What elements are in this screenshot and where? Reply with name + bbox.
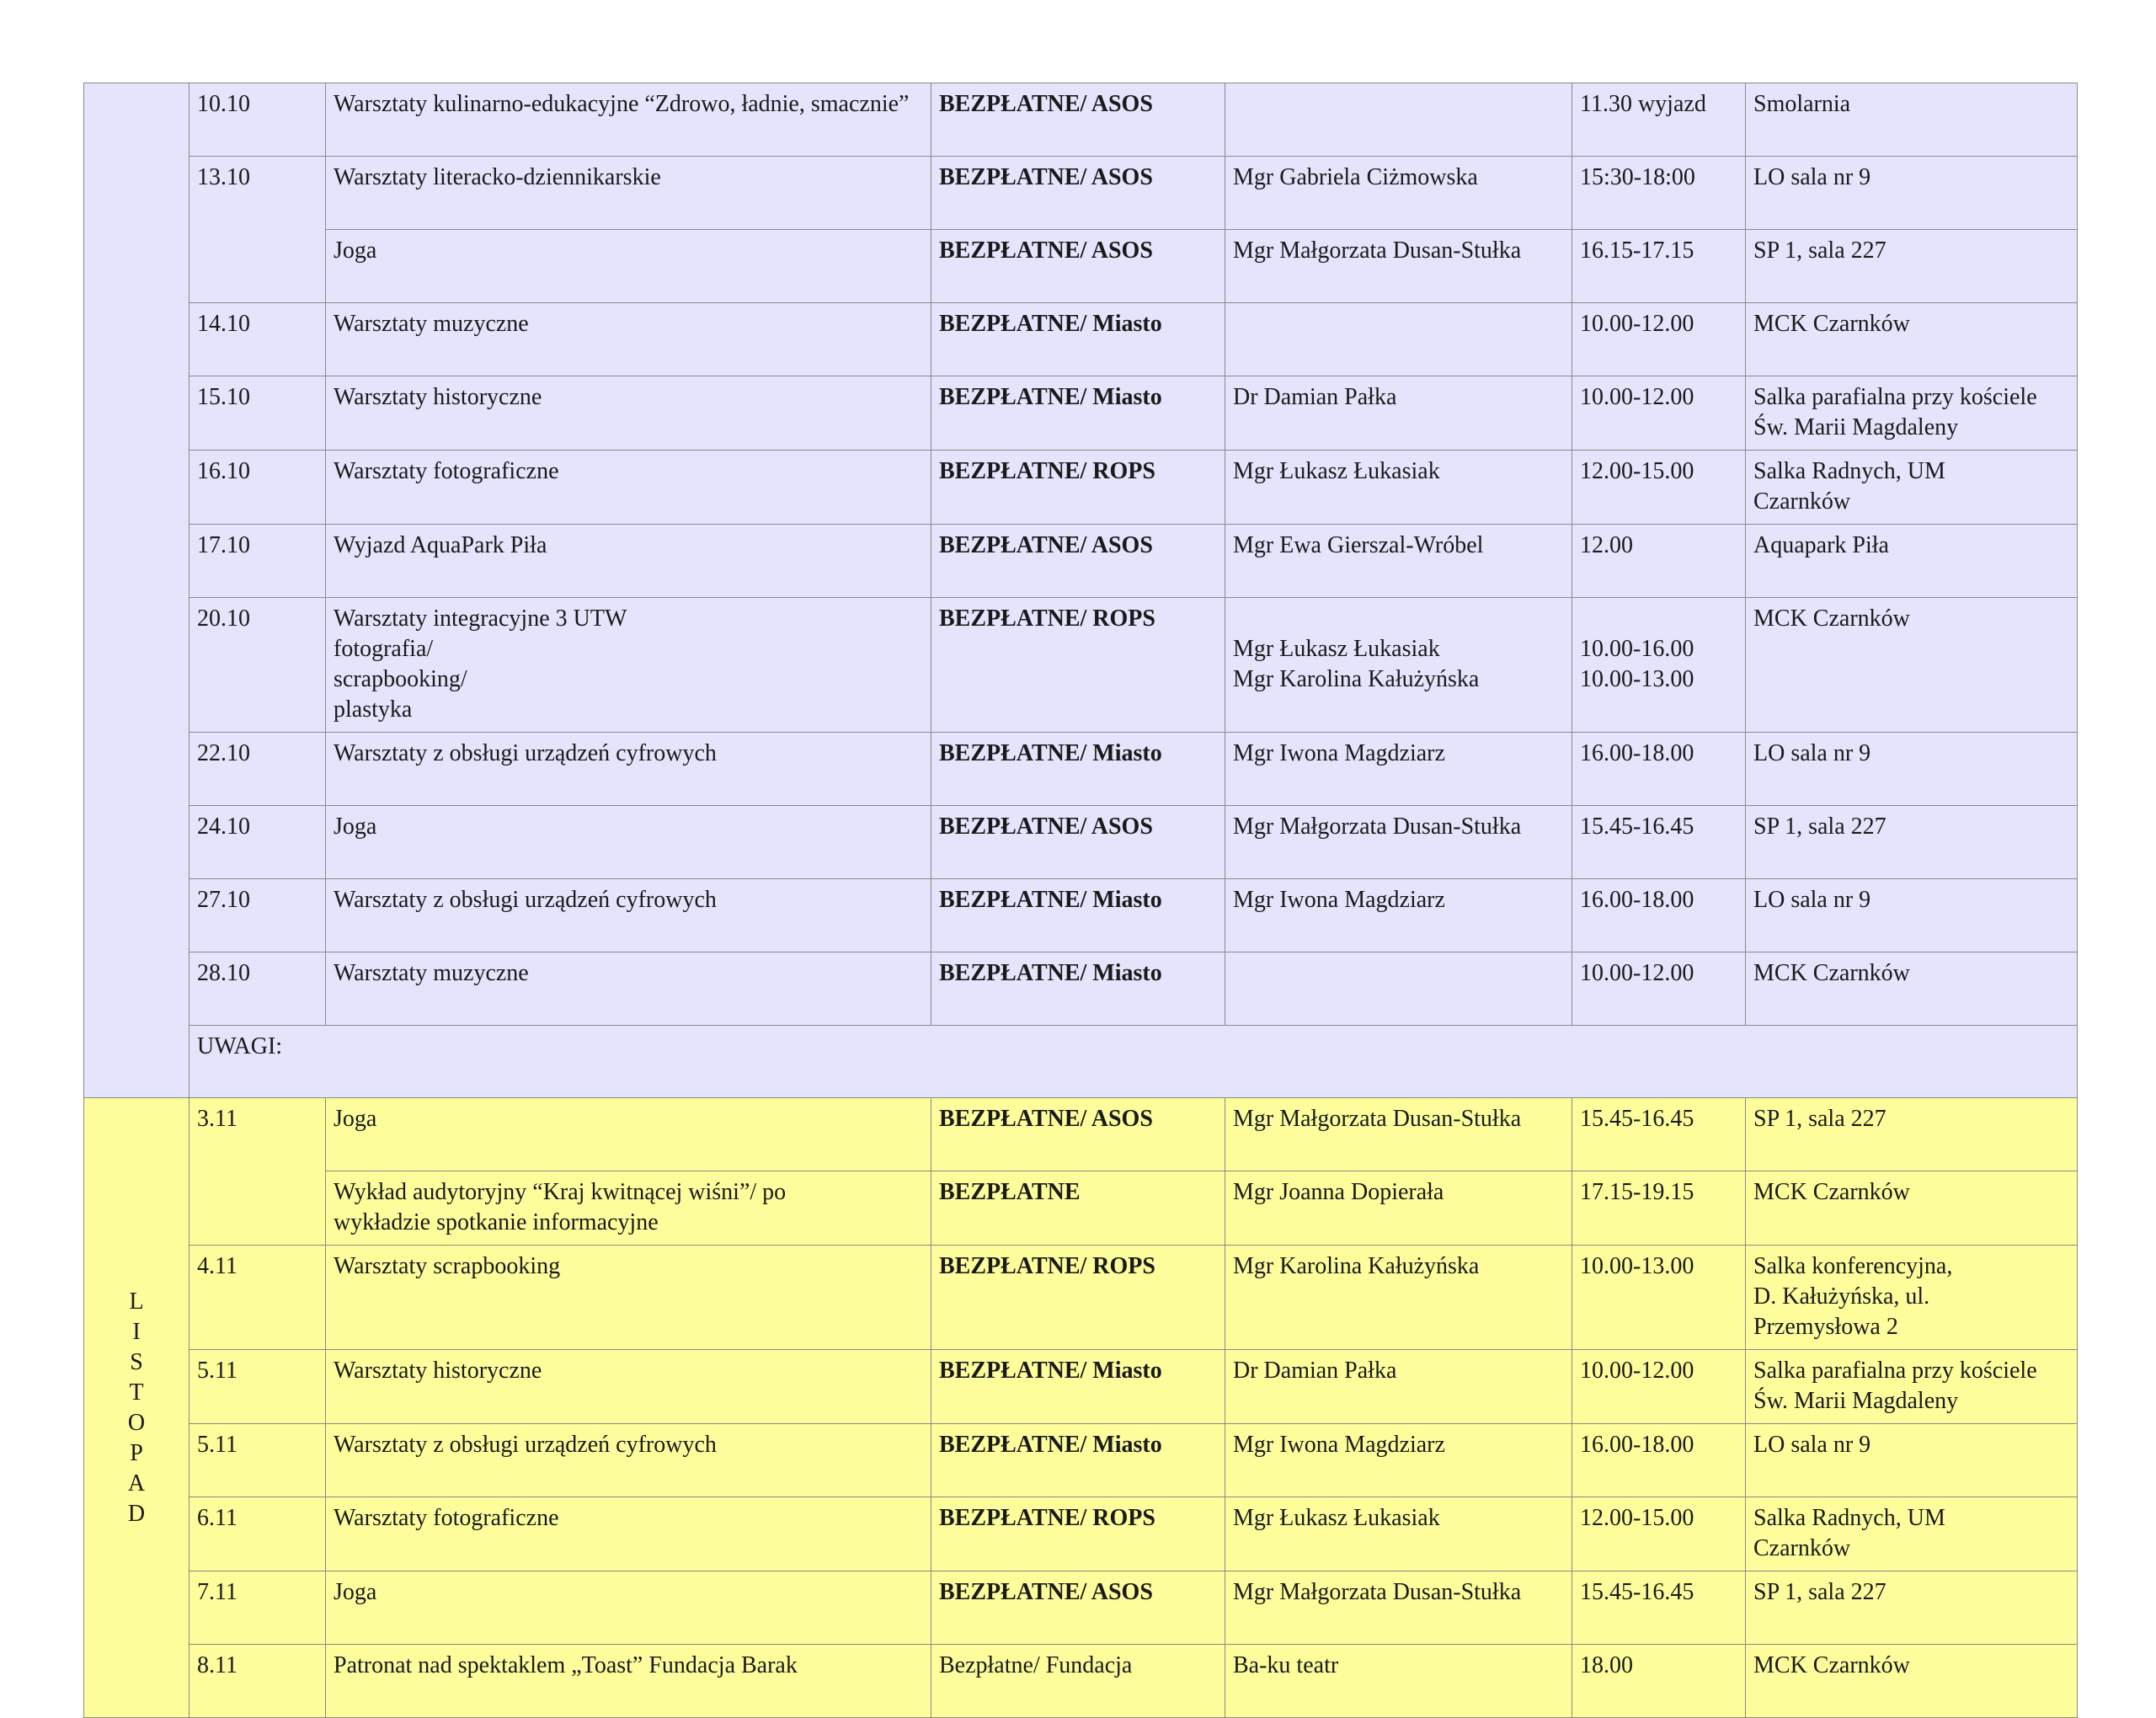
instructor-cell: Mgr Iwona Magdziarz [1225, 733, 1572, 806]
notes-row [84, 1026, 2078, 1098]
event-cell: Warsztaty scrapbooking [326, 1246, 931, 1350]
time-cell: 10.00-12.00 [1572, 303, 1746, 376]
fee-cell: BEZPŁATNE/ Miasto [931, 733, 1225, 806]
event-cell: Warsztaty historyczne [326, 1350, 931, 1424]
time-cell: 16.00-18.00 [1572, 733, 1746, 806]
date-cell: 3.11 [189, 1098, 326, 1246]
date-cell: 27.10 [189, 879, 326, 952]
time-cell: 10.00-12.00 [1572, 1350, 1746, 1424]
event-cell: Joga [326, 230, 931, 303]
schedule-row [84, 733, 2078, 806]
event-cell: Warsztaty z obsługi urządzeń cyfrowych [326, 879, 931, 952]
time-cell: 15.45-16.45 [1572, 806, 1746, 879]
month-label [128, 1287, 145, 1529]
schedule-row [84, 376, 2078, 451]
event-cell: Warsztaty muzyczne [326, 303, 931, 376]
place-cell: Salka parafialna przy kościele Św. Marii Magdaleny [1746, 376, 2078, 451]
time-cell: 15.45-16.45 [1572, 1571, 1746, 1645]
date-cell: 22.10 [189, 733, 326, 806]
date-cell: 5.11 [189, 1424, 326, 1497]
schedule-row [84, 598, 2078, 733]
instructor-cell: Mgr Łukasz Łukasiak [1225, 451, 1572, 525]
date-cell: 10.10 [189, 83, 326, 157]
instructor-cell: Mgr Karolina Kałużyńska [1225, 1246, 1572, 1350]
fee-cell: BEZPŁATNE/ ROPS [931, 598, 1225, 733]
event-cell: Warsztaty fotograficzne [326, 1497, 931, 1571]
place-cell: MCK Czarnków [1746, 598, 2078, 733]
time-cell: 16.15-17.15 [1572, 230, 1746, 303]
place-cell: Salka Radnych, UM Czarnków [1746, 451, 2078, 525]
instructor-cell: Mgr Iwona Magdziarz [1225, 1424, 1572, 1497]
fee-cell: BEZPŁATNE/ ROPS [931, 1246, 1225, 1350]
time-cell: 15:30-18:00 [1572, 157, 1746, 230]
event-cell: Wykład audytoryjny “Kraj kwitnącej wiśni”/ po wykładzie spotkanie informacyjne [326, 1171, 931, 1246]
fee-cell: BEZPŁATNE/ ASOS [931, 230, 1225, 303]
instructor-cell: Mgr Ewa Gierszal-Wróbel [1225, 525, 1572, 598]
schedule-row [84, 1098, 2078, 1171]
place-cell: MCK Czarnków [1746, 952, 2078, 1026]
event-cell: Warsztaty z obsługi urządzeń cyfrowych [326, 1424, 931, 1497]
month-letter: T [129, 1379, 144, 1406]
date-cell: 13.10 [189, 157, 326, 303]
time-cell: 15.45-16.45 [1572, 1098, 1746, 1171]
schedule-row [84, 83, 2078, 157]
instructor-cell [1225, 83, 1572, 157]
time-cell: 10.00-16.00 10.00-13.00 [1572, 598, 1746, 733]
date-cell: 8.11 [189, 1645, 326, 1718]
fee-cell: BEZPŁATNE/ Miasto [931, 879, 1225, 952]
fee-cell: BEZPŁATNE [931, 1171, 1225, 1246]
event-cell: Joga [326, 806, 931, 879]
month-letter: P [130, 1439, 143, 1466]
place-cell: MCK Czarnków [1746, 1171, 2078, 1246]
time-cell: 12.00 [1572, 525, 1746, 598]
month-letter: A [127, 1470, 146, 1497]
instructor-cell: Mgr Małgorzata Dusan-Stułka [1225, 806, 1572, 879]
place-cell: SP 1, sala 227 [1746, 1098, 2078, 1171]
schedule-row [84, 157, 2078, 230]
event-cell: Warsztaty literacko-dziennikarskie [326, 157, 931, 230]
event-cell: Wyjazd AquaPark Piła [326, 525, 931, 598]
month-letter: O [127, 1409, 146, 1436]
schedule-row [84, 230, 2078, 303]
time-cell: 16.00-18.00 [1572, 879, 1746, 952]
date-cell: 17.10 [189, 525, 326, 598]
month-letter: I [132, 1318, 141, 1345]
fee-cell: BEZPŁATNE/ ROPS [931, 1497, 1225, 1571]
time-cell: 16.00-18.00 [1572, 1424, 1746, 1497]
schedule-body [84, 83, 2078, 1718]
place-cell: Salka parafialna przy kościele Św. Marii Magdaleny [1746, 1350, 2078, 1424]
schedule-row [84, 1424, 2078, 1497]
event-cell: Warsztaty kulinarno-edukacyjne “Zdrowo, ładnie, smacznie” [326, 83, 931, 157]
schedule-row [84, 1645, 2078, 1718]
event-cell: Warsztaty muzyczne [326, 952, 931, 1026]
date-cell: 14.10 [189, 303, 326, 376]
schedule-row [84, 879, 2078, 952]
place-cell: LO sala nr 9 [1746, 733, 2078, 806]
instructor-cell: Mgr Joanna Dopierała [1225, 1171, 1572, 1246]
date-cell: 5.11 [189, 1350, 326, 1424]
fee-cell: BEZPŁATNE/ ASOS [931, 83, 1225, 157]
place-cell: MCK Czarnków [1746, 1645, 2078, 1718]
instructor-cell: Dr Damian Pałka [1225, 1350, 1572, 1424]
fee-cell: BEZPŁATNE/ Miasto [931, 1350, 1225, 1424]
instructor-cell [1225, 303, 1572, 376]
place-cell: Salka konferencyjna, D. Kałużyńska, ul. Przemysłowa 2 [1746, 1246, 2078, 1350]
schedule-row [84, 1571, 2078, 1645]
place-cell: LO sala nr 9 [1746, 879, 2078, 952]
place-cell: LO sala nr 9 [1746, 157, 2078, 230]
instructor-cell: Mgr Iwona Magdziarz [1225, 879, 1572, 952]
date-cell: 15.10 [189, 376, 326, 451]
time-cell: 18.00 [1572, 1645, 1746, 1718]
fee-cell: BEZPŁATNE/ ASOS [931, 1571, 1225, 1645]
month-cell [84, 1098, 189, 1718]
schedule-row [84, 1171, 2078, 1246]
instructor-cell: Dr Damian Pałka [1225, 376, 1572, 451]
time-cell: 10.00-12.00 [1572, 952, 1746, 1026]
place-cell: SP 1, sala 227 [1746, 230, 2078, 303]
instructor-cell: Mgr Małgorzata Dusan-Stułka [1225, 1098, 1572, 1171]
date-cell: 28.10 [189, 952, 326, 1026]
instructor-cell: Mgr Małgorzata Dusan-Stułka [1225, 1571, 1572, 1645]
fee-cell: BEZPŁATNE/ Miasto [931, 1424, 1225, 1497]
fee-cell: BEZPŁATNE/ ROPS [931, 451, 1225, 525]
time-cell: 10.00-13.00 [1572, 1246, 1746, 1350]
fee-cell: BEZPŁATNE/ Miasto [931, 376, 1225, 451]
schedule-row [84, 1246, 2078, 1350]
fee-cell: Bezpłatne/ Fundacja [931, 1645, 1225, 1718]
schedule-row [84, 1497, 2078, 1571]
instructor-cell [1225, 952, 1572, 1026]
instructor-cell: Ba-ku teatr [1225, 1645, 1572, 1718]
date-cell: 6.11 [189, 1497, 326, 1571]
schedule-row [84, 451, 2078, 525]
date-cell: 7.11 [189, 1571, 326, 1645]
date-cell: 16.10 [189, 451, 326, 525]
time-cell: 10.00-12.00 [1572, 376, 1746, 451]
instructor-cell: Mgr Łukasz Łukasiak [1225, 1497, 1572, 1571]
schedule-row [84, 525, 2078, 598]
place-cell: Aquapark Piła [1746, 525, 2078, 598]
event-cell: Warsztaty integracyjne 3 UTW fotografia/ scrapbooking/ plastyka [326, 598, 931, 733]
place-cell: Salka Radnych, UM Czarnków [1746, 1497, 2078, 1571]
place-cell: MCK Czarnków [1746, 303, 2078, 376]
place-cell: SP 1, sala 227 [1746, 806, 2078, 879]
instructor-cell: Mgr Łukasz Łukasiak Mgr Karolina Kałużyńska [1225, 598, 1572, 733]
place-cell: LO sala nr 9 [1746, 1424, 2078, 1497]
month-cell [84, 83, 189, 1098]
fee-cell: BEZPŁATNE/ Miasto [931, 303, 1225, 376]
time-cell: 12.00-15.00 [1572, 1497, 1746, 1571]
time-cell: 12.00-15.00 [1572, 451, 1746, 525]
schedule-row [84, 1350, 2078, 1424]
event-cell: Warsztaty z obsługi urządzeń cyfrowych [326, 733, 931, 806]
month-letter: S [130, 1348, 143, 1375]
event-cell: Warsztaty fotograficzne [326, 451, 931, 525]
fee-cell: BEZPŁATNE/ ASOS [931, 525, 1225, 598]
month-letter: L [129, 1288, 144, 1315]
time-cell: 17.15-19.15 [1572, 1171, 1746, 1246]
schedule-row [84, 806, 2078, 879]
instructor-cell: Mgr Gabriela Ciżmowska [1225, 157, 1572, 230]
schedule-table [83, 83, 2078, 1718]
fee-cell: BEZPŁATNE/ Miasto [931, 952, 1225, 1026]
date-cell: 24.10 [189, 806, 326, 879]
place-cell: SP 1, sala 227 [1746, 1571, 2078, 1645]
fee-cell: BEZPŁATNE/ ASOS [931, 1098, 1225, 1171]
place-cell: Smolarnia [1746, 83, 2078, 157]
event-cell: Patronat nad spektaklem „Toast” Fundacja Barak [326, 1645, 931, 1718]
event-cell: Warsztaty historyczne [326, 376, 931, 451]
month-letter: D [127, 1500, 146, 1527]
notes-cell: UWAGI: [189, 1026, 2078, 1098]
time-cell: 11.30 wyjazd [1572, 83, 1746, 157]
event-cell: Joga [326, 1571, 931, 1645]
fee-cell: BEZPŁATNE/ ASOS [931, 806, 1225, 879]
schedule-page [83, 83, 2077, 1718]
fee-cell: BEZPŁATNE/ ASOS [931, 157, 1225, 230]
schedule-row [84, 303, 2078, 376]
event-cell: Joga [326, 1098, 931, 1171]
date-cell: 4.11 [189, 1246, 326, 1350]
schedule-row [84, 952, 2078, 1026]
date-cell: 20.10 [189, 598, 326, 733]
instructor-cell: Mgr Małgorzata Dusan-Stułka [1225, 230, 1572, 303]
